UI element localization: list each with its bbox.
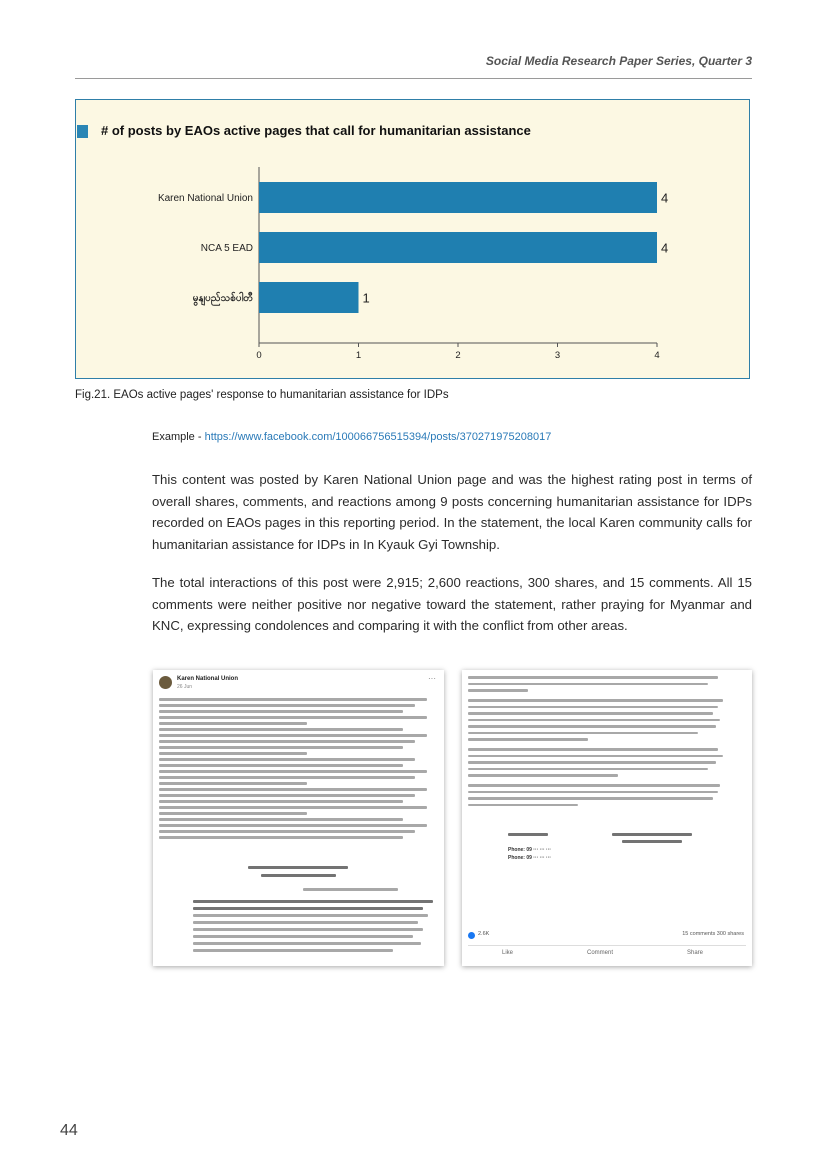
text-line (468, 804, 578, 807)
text-line (159, 710, 403, 713)
series-header: Social Media Research Paper Series, Quarter 3 (485, 54, 752, 68)
text-line (468, 768, 708, 771)
text-line (159, 758, 415, 761)
x-tick-label: 3 (554, 350, 561, 361)
text-line (159, 728, 403, 731)
text-line (193, 942, 421, 945)
post-screenshot-left (153, 670, 444, 966)
text-line (468, 761, 716, 764)
text-line (468, 676, 718, 679)
text-line (159, 788, 427, 791)
text-line (468, 755, 723, 758)
data-label: 4 (661, 190, 669, 206)
category-label: မွနျပည်သစ်ပါတီ (192, 293, 253, 304)
text-line (159, 794, 415, 797)
example-line (152, 431, 551, 443)
page-name: Karen National Union (177, 676, 239, 682)
text-line (193, 935, 413, 938)
text-line (159, 818, 403, 821)
contact-phone-1: Phone: 09 ··· ··· ··· (508, 847, 552, 853)
post-actions (462, 950, 752, 962)
text-line (303, 888, 398, 891)
text-line (159, 782, 307, 785)
text-line (248, 866, 348, 869)
text-line (159, 698, 427, 701)
text-line (261, 874, 336, 877)
text-line (622, 840, 682, 843)
text-line (159, 824, 427, 827)
text-line (612, 833, 692, 836)
x-tick-label: 2 (455, 350, 461, 361)
text-line (468, 791, 718, 794)
text-line (193, 914, 428, 917)
text-line (468, 689, 528, 692)
text-line (468, 706, 718, 709)
text-line (159, 806, 427, 809)
reaction-count: 2.6K (478, 931, 490, 937)
text-line (193, 907, 423, 910)
text-line (468, 725, 716, 728)
post-stats (462, 931, 752, 943)
x-tick-label: 1 (355, 350, 362, 361)
x-tick-label: 4 (654, 350, 660, 361)
text-line (468, 699, 723, 702)
like-reaction-icon (468, 932, 475, 939)
text-line (159, 812, 307, 815)
text-line (159, 836, 403, 839)
example-label: Example - (152, 431, 205, 443)
page-number: 44 (60, 1122, 78, 1139)
contact-phone-2: Phone: 09 ··· ··· ··· (508, 855, 552, 861)
text-line (159, 716, 427, 719)
comment-button: Comment (587, 950, 614, 956)
text-line (468, 712, 713, 715)
text-line (468, 738, 588, 741)
text-line (159, 752, 307, 755)
text-line (159, 770, 427, 773)
page-avatar (159, 676, 172, 689)
share-button: Share (687, 950, 704, 956)
text-line (159, 740, 415, 743)
category-label: NCA 5 EAD (200, 243, 253, 254)
paragraph-post-description: This content was posted by Karen National Union page and was the highest rating post in terms of overall shares, comments, and reactions among 9 posts concerning humanitarian assistance for IDPs recorded on EAOs pages in this reporting period. In the statement, the local Karen community calls for humanitarian assistance for IDPs in In Kyauk Gyi Township. (152, 472, 752, 552)
text-line (193, 900, 433, 903)
bar-chart (75, 99, 750, 379)
post-date: 26 Jun (177, 684, 193, 690)
bar (259, 232, 657, 263)
x-tick-label: 0 (256, 350, 262, 361)
text-line (193, 928, 423, 931)
text-line (468, 797, 713, 800)
text-line (159, 776, 415, 779)
more-options-icon: ··· (428, 674, 436, 683)
comments-shares-count: 15 comments 300 shares (682, 931, 744, 937)
text-line (468, 719, 720, 722)
text-line (468, 683, 708, 686)
paragraph-interactions: The total interactions of this post were 2,915; 2,600 reactions, 300 shares, and 15 comments. All 15 comments were neither positive nor negative toward the statement, rather praying for Myanmar and KNC, expressing condolences and comparing it with the conflict from other areas. (152, 575, 752, 633)
text-line (159, 830, 415, 833)
text-line (193, 949, 393, 952)
data-label: 1 (362, 290, 370, 306)
text-line (159, 764, 403, 767)
text-line (468, 774, 618, 777)
text-line (468, 784, 720, 787)
data-label: 4 (661, 240, 669, 256)
text-line (468, 732, 698, 735)
bar (259, 282, 359, 313)
header-divider (75, 78, 752, 79)
post-screenshot-right (462, 670, 752, 966)
text-line (508, 833, 548, 836)
like-button: Like (502, 950, 514, 956)
chart-title: # of posts by EAOs active pages that call for humanitarian assistance (101, 123, 531, 138)
text-line (159, 704, 415, 707)
text-line (159, 800, 403, 803)
text-line (159, 722, 307, 725)
bar (259, 182, 657, 213)
text-line (159, 746, 403, 749)
actions-divider (468, 945, 746, 946)
text-line (159, 734, 427, 737)
text-line (193, 921, 418, 924)
text-line (468, 748, 718, 751)
example-link[interactable]: https://www.facebook.com/100066756515394/posts/370271975208017 (204, 431, 552, 443)
category-label: Karen National Union (157, 193, 253, 204)
figure-caption: Fig.21. EAOs active pages' response to humanitarian assistance for IDPs (75, 389, 449, 401)
